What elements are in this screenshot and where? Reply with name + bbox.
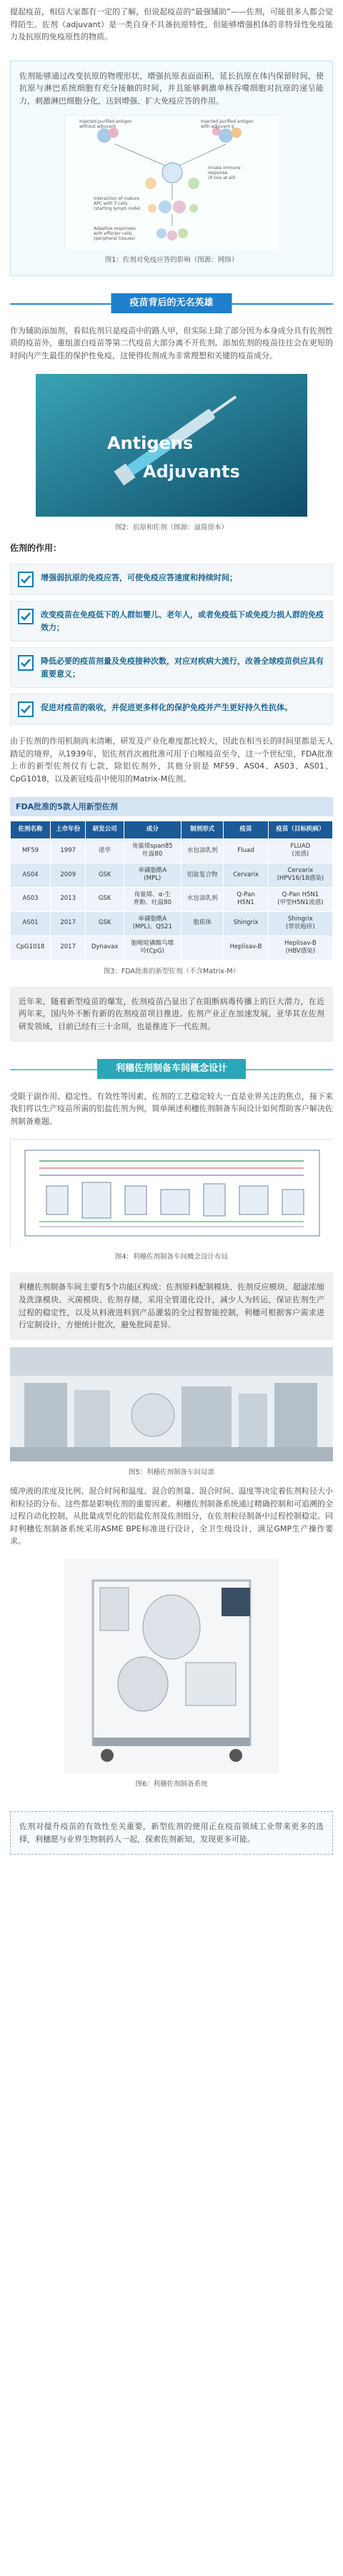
table-cell: Heplisav-B (HBV感染) (268, 935, 332, 960)
table-cell: CpG1018 (11, 935, 51, 960)
system-photo (64, 1559, 279, 1773)
table-cell: Cervarix (HPV16/18感染) (268, 863, 332, 887)
table-cell: Fluad (224, 838, 268, 863)
table-cell: 2009 (51, 863, 86, 887)
table-cell: 胞嘧啶磷酸鸟嘌 呤(CpG) (124, 935, 181, 960)
table-cell: 2017 (51, 911, 86, 935)
svg-text:(if one at all): (if one at all) (208, 175, 236, 181)
role-item (10, 564, 333, 595)
banner-title-workshop: 利穗佐剂制备车间概念设计 (97, 1059, 246, 1079)
label-right-title: Injected purified antigen (201, 118, 254, 124)
table-cell: 角鲨烯、α-生 育酚、吐温80 (124, 887, 181, 911)
check-icon (18, 572, 34, 587)
table-cell: Dynavax (86, 935, 124, 960)
table-row (11, 887, 333, 911)
table-cell: 诺华 (86, 838, 124, 863)
section2-paragraph-2: 利穗佐剂制备车间主要有5个功能区构成：佐剂原料配制模块、佐剂反应模块、超滤浓缩及洗涤模块、灭菌模块、佐剂存储，采用全管道化设计，减少人为转运，保证佐剂生产过程的稳定性，以及从料液进料到产品灌装的全过程智能控制，利穗可根据客户需求进行定制设计，方便统计批次，避免批间差异。 (19, 1282, 324, 1330)
closing-box (10, 1811, 333, 1855)
adjuvant-function-box (10, 61, 333, 276)
label-left-title: Injected purified antigen (79, 118, 132, 124)
role-item (10, 601, 333, 642)
workshop-photo (10, 1347, 333, 1461)
table-cell: AS03 (11, 887, 51, 911)
figure-workshop-photo (10, 1347, 333, 1461)
table-cell: 2017 (51, 935, 86, 960)
table-cell: 1997 (51, 838, 86, 863)
table-cell: MF59 (11, 838, 51, 863)
svg-text:with adjuvant g: with adjuvant g (201, 123, 234, 129)
svg-text:(peripheral tissues): (peripheral tissues) (94, 235, 136, 241)
role-title: 佐剂的作用： (10, 542, 62, 553)
col-header: 疫苗（目标疾病） (268, 821, 332, 839)
fda-table-title: FDA批准的5款人用新型佐剂 (10, 797, 333, 817)
figure-system-photo (64, 1559, 279, 1773)
check-icon (18, 701, 34, 717)
fig2-adjuvants-text: Adjuvants (143, 461, 240, 482)
figure-workshop-layout (10, 1139, 333, 1246)
table-cell: 角鲨烯span85 吐温80 (124, 838, 181, 863)
col-header: 上市年份 (51, 821, 86, 839)
role-text: 促进对疫苗的吸收，并促进更多样化的保护免疫并产生更好持久性抗体。 (41, 703, 292, 713)
table-row (11, 935, 333, 960)
table-cell: GSK (86, 863, 124, 887)
svg-text:APC with T cells: APC with T cells (94, 201, 128, 206)
col-header: 制剂形式 (181, 821, 224, 839)
table-cell: AS04 (11, 863, 51, 887)
table-row (11, 911, 333, 935)
label-interaction: Interaction of mature (94, 196, 139, 201)
table-cell: 2013 (51, 887, 86, 911)
col-header: 疫苗 (224, 821, 268, 839)
svg-text:without adjuvant: without adjuvant (79, 123, 116, 129)
table-cell: 脂质体 (181, 911, 224, 935)
table-cell: GSK (86, 887, 124, 911)
table-row (11, 838, 333, 863)
intro-text: 提起疫苗，相信大家都有一定的了解，但说起疫苗的“最强辅助”——佐剂，可能很多人都会觉得陌生。佐剂（adjuvant）是一类自身不具备抗原特性，但能够增强机体的非特异性免疫能力及抗原的免疫原性的物质。 (10, 7, 333, 42)
workshop-modules-box (10, 1272, 333, 1339)
after-table-text: 近年来，随着新型疫苗的爆发，佐剂疫苗凸显出了在阻断病毒传播上的巨大潜力，在近两年来，国内外不断有新的佐剂疫苗项目推进。佐剂产业正在加速发展，亚华其在佐剂研发领域，目前已经有三十余项，也是推进下一代佐剂。 (19, 996, 324, 1031)
caption-fig6: 图6：利穗佐剂制备系统 (135, 1780, 208, 1788)
table-cell: 水包油乳剂 (181, 887, 224, 911)
immune-diagram (65, 116, 279, 250)
fda-adjuvant-table (10, 821, 333, 960)
label-adaptive: Adaptive responses (94, 225, 136, 231)
role-item (10, 694, 333, 725)
col-header: 研发公司 (86, 821, 124, 839)
check-icon (18, 655, 34, 671)
after-table-box (10, 987, 333, 1042)
layout-drawing (11, 1140, 334, 1247)
syringe-illustration (36, 374, 307, 517)
box1-text: 佐剂能够通过改变抗原的物理形状，增强抗原表面面积，延长抗原在体内保留时间，使抗原与淋巴系统细胞有充分接触的时间，并且能够刺激单核吞噬细胞对抗原的递呈能力，刺激淋巴细胞分化，达到增强、扩大免疫应答的作用。 (19, 71, 324, 106)
check-icon (18, 609, 34, 624)
table-cell: AS01 (11, 911, 51, 935)
role-list (0, 564, 343, 725)
role-text: 增强弱抗原的免疫应答，可使免疫应答速度和持续时间； (41, 572, 237, 582)
section-banner-workshop (10, 1059, 333, 1079)
svg-text:response: response (208, 170, 228, 176)
role-text: 降低必要的疫苗剂量及免疫接种次数，对应对疾病大流行，改善全球疫苗供应具有重要意义； (41, 656, 324, 679)
svg-text:with effector cells: with effector cells (94, 230, 132, 236)
section1-paragraph: 作为辅助添加剂，看似佐剂只是疫苗中的路人甲，但实际上除了部分因为本身成分具有佐剂性质的疫苗外，重组蛋白疫苗等第二代疫苗大部分离不开佐剂。添加佐剂的疫苗往往会在更短的时间内产生最佳的保护性免疫，这使得佐剂成为非常理想和关键的疫苗成分。 (10, 325, 333, 360)
svg-text:(starting lymph node): (starting lymph node) (94, 206, 141, 211)
section2-paragraph-3: 缓冲液的浓度及比例、混合时间和温度、混合的剂量、混合时间、温度等决定着佐剂粒径大小和粒径的分布。这些都是影响佐剂的重要因素。利穗佐剂制备系统通过精确控制和可追溯的全过程自动化控制，从批量成型化的铝盐佐剂及佐剂组分，在佐剂粒径制备中过程控制稳定。同时利穗佐剂制备系统采用ASME BPE标准进行设计，全卫生级设计，满足GMP生产操作要求。 (10, 1486, 333, 1546)
col-header: 佐剂名称 (11, 821, 51, 839)
col-header: 成分 (124, 821, 181, 839)
table-header-row (11, 821, 333, 839)
table-cell: 单磷脂酰A (MPL)、QS21 (124, 911, 181, 935)
fig2-antigens-text: Antigens (107, 432, 194, 453)
table-cell (181, 935, 224, 960)
closing-text: 佐剂对提升疫苗的有效性至关重要，新型佐剂的使用正在疫苗领域工业带来更多的选择，利穗愿与业界生物制药人一起，探索佐剂新知，发现更多可能。 (19, 1822, 324, 1844)
table-cell: Q-Pan H5N1 (甲型H5N1流感) (268, 887, 332, 911)
table-row (11, 863, 333, 887)
table-cell: Cervarix (224, 863, 268, 887)
role-text: 改变疫苗在免疫低下的人群如婴儿、老年人，或者免疫低下或免疫力损人群的免疫效力； (41, 609, 324, 632)
role-item (10, 647, 333, 688)
section2-paragraph-1: 受限于副作用、稳定性、有效性等因素，佐剂的工艺稳定较大一直是业界关注的焦点，接下来我们将以生产疫苗所需的铝盐佐剂为例，简单阐述利穗佐剂制备车间设计如何帮助客户解决佐剂制备难题。 (10, 1091, 333, 1126)
label-innate: Innate immune (208, 165, 241, 171)
table-cell: Heplisav-B (224, 935, 268, 960)
caption-fig2: 图2：抗原和佐剂（图源：溢简资本） (114, 523, 229, 532)
section1-paragraph-2: 由于佐剂的作用机制尚未清晰，研发及产业化难度都比较大，因此在相当长的时间里都是无人踏足的境界，从1939年，铝佐剂首次被批准可用于白喉疫苗至今，这一个世纪里，FDA批准上市的新型佐剂仅有七款，除铝佐剂外，其他分别是 MF59、AS04、AS03、AS01、CpG1018，以及新冠疫苗中使用的Matrix-M佐剂。 (10, 736, 333, 784)
banner-title-heroes: 疫苗背后的无名英雄 (111, 293, 232, 313)
table-cell: Shingrix (带状疱疹) (268, 911, 332, 935)
table-cell: 铝盐复合物 (181, 863, 224, 887)
caption-fig3: 图3：FDA批准的新型佐剂（不含Matrix-M） (103, 967, 240, 975)
table-cell: Q-Pan H5N1 (224, 887, 268, 911)
section-banner-heroes (10, 293, 333, 313)
table-cell: FLUAD (流感) (268, 838, 332, 863)
caption-fig5: 图5：利穗佐剂制备车间局部 (128, 1468, 215, 1476)
figure-immune-response (64, 115, 279, 249)
table-cell: 单磷脂酰A (MPL) (124, 863, 181, 887)
table-cell: Shingrix (224, 911, 268, 935)
intro-paragraph (0, 0, 343, 48)
table-cell: 水包油乳剂 (181, 838, 224, 863)
caption-fig1: 图1：佐剂对免疫应答的影响（图源：网络） (104, 255, 239, 264)
figure-antigens-adjuvants (36, 374, 307, 517)
caption-fig4: 图4：利穗佐剂制备车间概念设计布局 (114, 1253, 229, 1262)
table-cell: GSK (86, 911, 124, 935)
